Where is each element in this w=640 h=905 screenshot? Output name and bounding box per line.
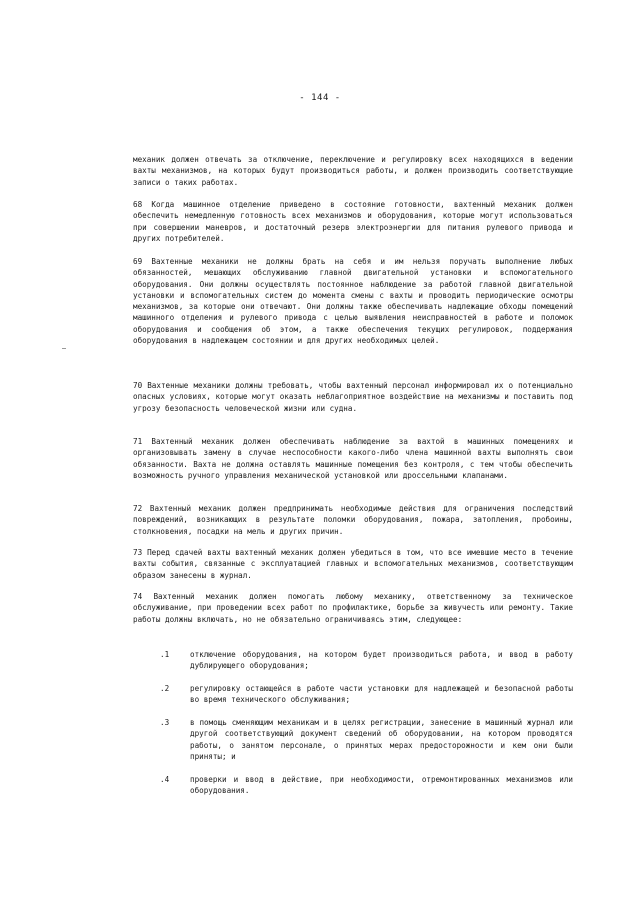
- list-item-text: в помощь сменяющим механикам и в целях регистрации, занесение в машинный журнал или другой соответствующий документ сведений об оборудовании, на котором проводятся работы, о занятом персонале, о принятых мерах предосторожности и кем они были приняты; и: [190, 718, 573, 761]
- list-item-number: .4: [160, 775, 170, 784]
- paragraph-71: 71 Вахтенный механик должен обеспечивать наблюдение за вахтой в машинных помещениях и организовывать замену в случае неспособности какого-либо члена машинной вахты выполнять свои обязанности. Вахта не должна оставлять машинные помещения без контроля, с тем чтобы обеспечить возможность ручного управления механической установкой или дроссельными клапанами.: [133, 437, 573, 480]
- page-number: - 144 -: [299, 93, 341, 103]
- paragraph-69: 69 Вахтенные механики не должны брать на себя и им нельзя поручать выполнение любых обязанностей, мешающих обслуживанию главной двигательной установки и вспомогательного оборудования. Они должны осуществлять постоянное наблюдение за работой главной двигательной установки и вспомогательных систем до момента смены с вахты и проводить периодические осмотры механизмов, за которые они отвечают. Они должны также обеспечивать надлежащие обходы помещений машинного отделения и рулевого привода с целью выявления неисправностей в работе и поломок оборудования и сообщения об этом, а также обеспечения текущих регулировок, поддержания оборудования в надлежащем состоянии и для других необходимых целей.: [133, 257, 573, 346]
- list-item-text: регулировку остающейся в работе части установки для надлежащей и безопасной работы во время технического обслуживания;: [190, 684, 573, 705]
- list-item-number: .3: [160, 718, 170, 727]
- paragraph-74: 74 Вахтенный механик должен помогать любому механику, ответственному за техническое обслуживание, при проведении всех работ по профилактике, борьбе за живучесть или ремонту. Такие работы должны включать, но не обязательно ограничиваясь этим, следующее:: [133, 592, 573, 624]
- list-item-number: .1: [160, 650, 170, 659]
- margin-mark: [62, 348, 66, 349]
- list-item-text: проверки и ввод в действие, при необходимости, отремонтированных механизмов или оборудования.: [190, 775, 573, 796]
- paragraph-72: 72 Вахтенный механик должен предпринимать необходимые действия для ограничения последствий повреждений, возникающих в результате поломки оборудования, пожара, затопления, пробоины, столкновения, посадки на мель и других причин.: [133, 504, 573, 536]
- list-item-number: .2: [160, 684, 170, 693]
- paragraph-continuation: механик должен отвечать за отключение, переключение и регулировку всех находящихся в ведении вахты механизмов, на которых будут производиться работы, и должен производить соответствующие записи о таких работах.: [133, 155, 573, 187]
- paragraph-73: 73 Перед сдачей вахты вахтенный механик должен убедиться в том, что все имевшие место в течение вахты события, связанные с эксплуатацией главных и вспомогательных механизмов, соответствующим образом занесены в журнал.: [133, 548, 573, 580]
- list-item-text: отключение оборудования, на котором будет производиться работа, и ввод в работу дублирующего оборудования;: [190, 650, 573, 671]
- paragraph-70: 70 Вахтенные механики должны требовать, чтобы вахтенный персонал информировал их о потенциально опасных условиях, которые могут оказать неблагоприятное воздействие на механизмы и поставить под угрозу безопасность человеческой жизни или судна.: [133, 381, 573, 413]
- paragraph-68: 68 Когда машинное отделение приведено в состояние готовности, вахтенный механик должен обеспечить немедленную готовность всех механизмов и оборудования, которые могут использоваться при совершении маневров, и достаточный резерв электроэнергии для питания рулевого привода и других потребителей.: [133, 200, 573, 243]
